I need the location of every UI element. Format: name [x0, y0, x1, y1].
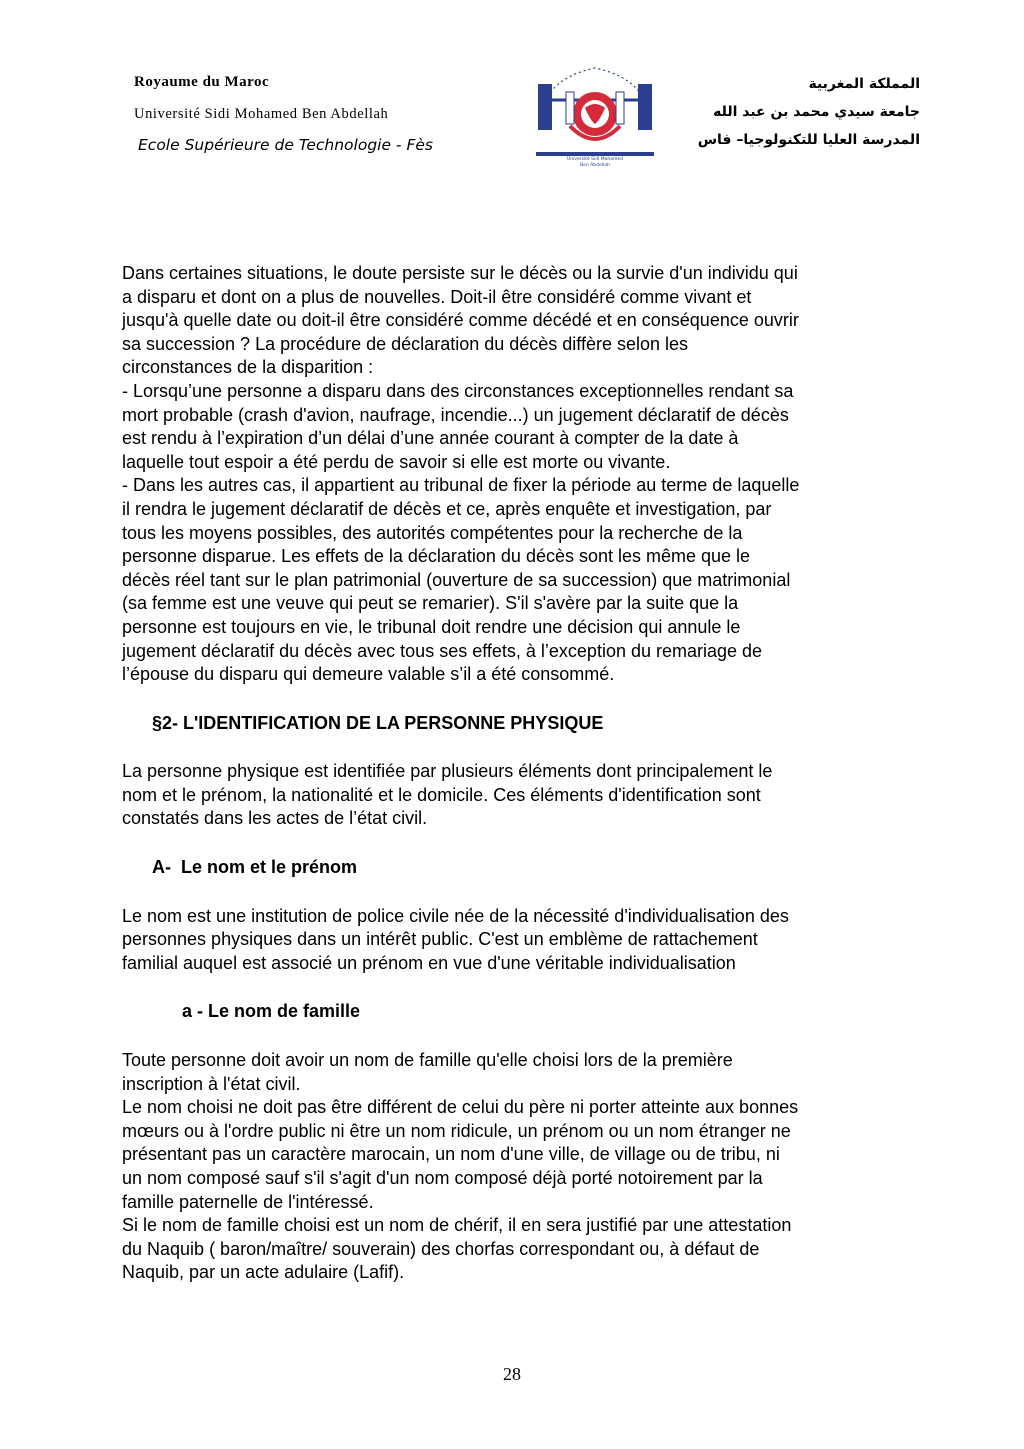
subsection-marker: A-	[152, 857, 171, 878]
text-line: Naquib, par un acte adulaire (Lafif).	[122, 1262, 405, 1283]
text-line: est rendu à l’expiration d’un délai d’une année courant à compter de la date à	[122, 428, 739, 449]
text-line: personne disparue. Les effets de la déclaration du décès sont les même que le	[122, 546, 751, 567]
text-line: Dans certaines situations, le doute persiste sur le décès ou la survie d'un individu qui	[122, 263, 798, 283]
text-line: laquelle tout espoir a été perdu de savoir si elle est morte ou vivante.	[122, 451, 671, 472]
logo-text-line-1: Université Sidi Mohamed	[566, 157, 624, 162]
university-logo-emblem	[530, 60, 660, 168]
text-line: jugement déclaratif du décès avec tous ses effets, à l’exception du remariage de	[122, 640, 763, 661]
text-line: La personne physique est identifiée par plusieurs éléments dont principalement le	[122, 761, 773, 782]
subsection-title: Le nom et le prénom	[181, 857, 358, 878]
logo-text-line-2: Ben Abdellah	[580, 163, 610, 168]
text-line: circonstances de la disparition :	[122, 357, 374, 378]
text-line: a disparu et dont on a plus de nouvelles. Doit-il être considéré comme vivant et	[122, 286, 752, 307]
text-line: un nom composé sauf s'il s'agit d'un nom composé déjà porté notoirement par la	[122, 1168, 763, 1188]
university-logo	[530, 60, 660, 168]
section-heading-identification: §2- L'IDENTIFICATION DE LA PERSONNE PHYSIQUE	[152, 712, 604, 733]
text-line: constatés dans les actes de l’état civil.	[122, 808, 428, 829]
text-line: il rendra le jugement déclaratif de décès et ce, après enquête et investigation, par	[122, 498, 772, 519]
university-name-arabic: جامعة سيدي محمد بن عبد الله	[713, 104, 920, 120]
text-line: personnes physiques dans un intérêt public. C'est un emblème de rattachement	[122, 929, 758, 950]
text-line: personne est toujours en vie, le tribunal doit rendre une décision qui annule le	[122, 616, 741, 637]
paragraph-identification	[122, 760, 912, 831]
text-line: inscription à l'état civil.	[122, 1073, 301, 1094]
kingdom-name-arabic: المملكة المغربية	[808, 76, 920, 92]
kingdom-name: Royaume du Maroc	[134, 74, 270, 90]
school-name-arabic: المدرسة العليا للتكنولوجيا– فاس	[697, 132, 920, 148]
text-line: Si le nom de famille choisi est un nom de chérif, il en sera justifié par une attestation	[122, 1215, 792, 1236]
text-line: nom et le prénom, la nationalité et le domicile. Ces éléments d'identification sont	[122, 784, 761, 805]
text-line: jusqu'à quelle date ou doit-il être considéré comme décédé et en conséquence ouvrir	[122, 310, 799, 331]
text-line: décès réel tant sur le plan patrimonial (ouverture de sa succession) que matrimonial	[122, 569, 791, 590]
text-line: Le nom est une institution de police civile née de la nécessité d'individualisation des	[122, 905, 789, 926]
text-line: présentant pas un caractère marocain, un nom d'une ville, de village ou de tribu, ni	[122, 1144, 780, 1165]
paragraph-disappearance	[122, 262, 912, 687]
text-line: - Lorsqu’une personne a disparu dans des circonstances exceptionnelles rendant sa	[122, 380, 794, 401]
subsection-heading-family-name: a - Le nom de famille	[182, 1001, 361, 1022]
text-line: sa succession ? La procédure de déclaration du décès diffère selon les	[122, 333, 689, 354]
text-line: mort probable (crash d'avion, naufrage, incendie...) un jugement déclaratif de décès	[122, 404, 789, 425]
text-line: l’épouse du disparu qui demeure valable s’il a été consommé.	[122, 664, 615, 685]
paragraph-name	[122, 905, 912, 976]
document-body	[122, 262, 912, 1285]
text-line: famille paternelle de l'intéressé.	[122, 1191, 374, 1212]
subsection-heading-name	[152, 856, 912, 880]
university-name: Université Sidi Mohamed Ben Abdellah	[134, 106, 389, 122]
text-line: mœurs ou à l'ordre public ni être un nom ridicule, un prénom ou un nom étranger ne	[122, 1120, 791, 1141]
text-line: Toute personne doit avoir un nom de famille qu'elle choisi lors de la première	[122, 1050, 733, 1071]
text-line: - Dans les autres cas, il appartient au tribunal de fixer la période au terme de laquelle	[122, 475, 800, 496]
text-line: tous les moyens possibles, des autorités compétentes pour la recherche de la	[122, 522, 743, 543]
text-line: Le nom choisi ne doit pas être différent de celui du père ni porter atteinte aux bonnes	[122, 1097, 799, 1118]
paragraph-family-name	[122, 1049, 912, 1285]
text-line: du Naquib ( baron/maître/ souverain) des chorfas correspondant ou, à défaut de	[122, 1238, 760, 1259]
text-line: familial auquel est associé un prénom en vue d'une véritable individualisation	[122, 952, 736, 973]
page-number: 28	[503, 1364, 521, 1384]
text-line: (sa femme est une veuve qui peut se remarier). S'il s'avère par la suite que la	[122, 593, 739, 614]
school-name: Ecole Supérieure de Technologie - Fès	[138, 136, 433, 154]
